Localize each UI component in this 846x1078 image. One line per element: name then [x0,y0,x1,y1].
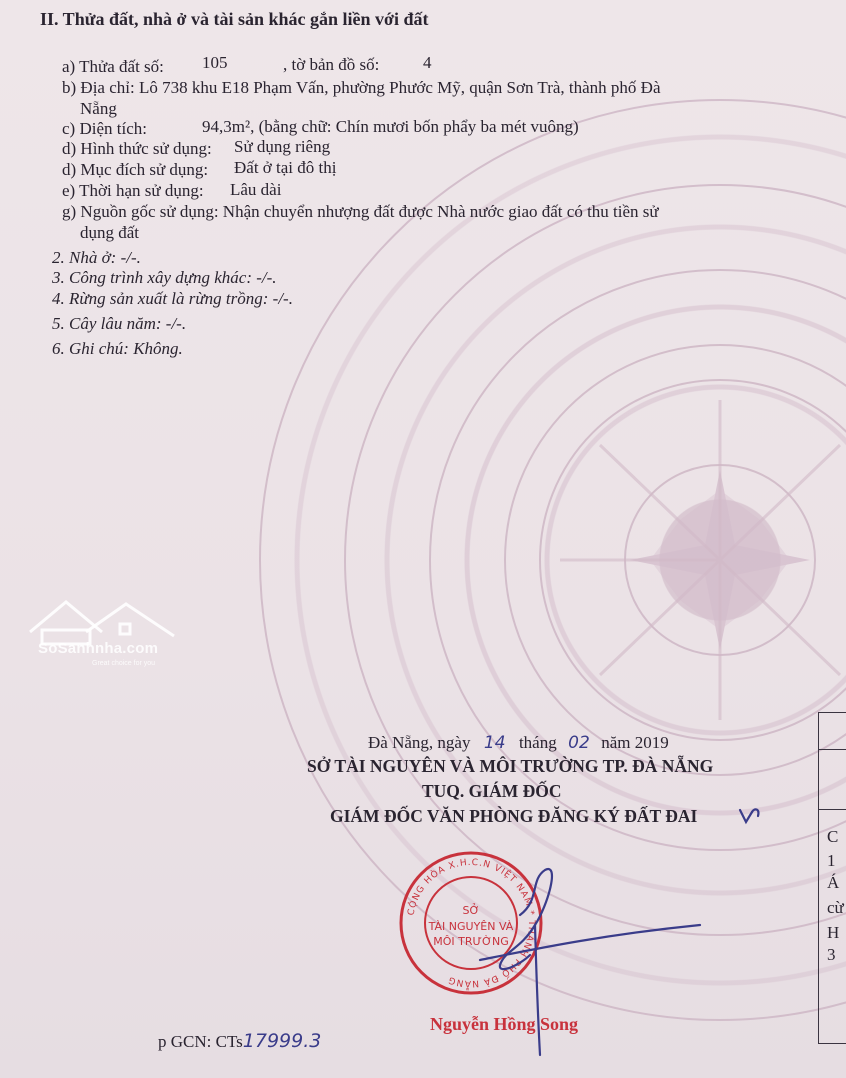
other-construction-item [52,268,277,288]
usage-form-value: Sử dụng riêng [234,137,331,156]
edge-char-6: 3 [827,945,836,964]
edge-char-1: C [827,827,839,846]
watermark-tagline: Great choice for you [92,660,156,667]
address-line-1: b) Địa chỉ: Lô 738 khu E18 Phạm Vấn, phường Phước Mỹ, quận Sơn Trà, thành phố Đà [62,78,661,97]
date-day: 14 [483,733,506,753]
house-label: 2. Nhà ở: [52,248,117,267]
gcn-line [158,1031,321,1052]
seal-line-1: SỞ [462,904,480,917]
section-title: II. Thửa đất, nhà ở và tài sản khác gắn liền với đất [40,9,429,29]
other-construction-label: 3. Công trình xây dựng khác: [52,268,253,287]
parcel-number-value: 105 [202,53,228,72]
usage-term-value: Lâu dài [230,180,282,199]
house-item [52,248,141,268]
parcel-number-label: a) Thửa đất số: [62,57,164,76]
planted-forest-value: -/-. [272,289,293,308]
official-seal [396,848,546,998]
planted-forest-label: 4. Rừng sản xuất là rừng trồng: [52,289,269,308]
perennial-trees-item [52,314,186,334]
map-sheet-value: 4 [423,53,432,72]
date-month: 02 [568,733,590,753]
signer-name: Nguyễn Hồng Song [430,1014,579,1034]
map-sheet-label: , tờ bản đồ số: [283,55,380,74]
adjacent-page-table [818,712,846,1044]
seal-line-3: MÔI TRƯỜNG [433,935,509,948]
perennial-trees-label: 5. Cây lâu năm: [52,314,162,333]
house-value: -/-. [120,248,141,267]
usage-form-label: d) Hình thức sử dụng: [62,139,212,158]
position-title: GIÁM ĐỐC VĂN PHÒNG ĐĂNG KÝ ĐẤT ĐAI [330,806,698,826]
watermark-brand: SoSanhnha.com [38,640,159,657]
seal-ring-text: CỘNG HÒA X.H.C.N VIỆT NAM * THÀNH PHỐ ĐÀ NẴNG [406,857,537,989]
edge-char-2: 1 [827,851,836,870]
edge-char-4: cừ [827,898,844,917]
date-year: năm 2019 [601,733,669,752]
issuing-org: SỞ TÀI NGUYÊN VÀ MÔI TRƯỜNG TP. ĐÀ NẴNG [307,756,714,776]
date-line [368,733,669,753]
gcn-number: 17999.3 [242,1030,322,1052]
origin-line-1: g) Nguồn gốc sử dụng: Nhận chuyển nhượng đất được Nhà nước giao đất có thu tiền sử [62,202,659,221]
date-month-label: tháng [518,733,557,752]
address-line-2: Nẵng [80,99,117,118]
tuq-title: TUQ. GIÁM ĐỐC [422,781,562,801]
edge-char-5: H [827,923,840,942]
usage-term-label: e) Thời hạn sử dụng: [62,181,204,200]
date-prefix: Đà Nẵng, ngày [368,733,471,752]
gcn-label: p GCN: CTs [158,1032,243,1051]
notes-value: Không. [133,339,183,358]
notes-label: 6. Ghi chú: [52,339,129,358]
usage-purpose-value: Đất ở tại đô thị [234,158,337,177]
usage-purpose-label: d) Mục đích sử dụng: [62,160,209,179]
edge-char-3: Á [827,873,840,892]
other-construction-value: -/-. [256,268,277,287]
area-value: 94,3m², (bằng chữ: Chín mươi bốn phẩy ba mét vuông) [202,117,579,136]
origin-line-2: dụng đất [80,223,140,242]
notes-item [52,339,183,359]
seal-line-2: TÀI NGUYÊN VÀ [428,920,514,933]
perennial-trees-value: -/-. [165,314,187,333]
planted-forest-item [52,289,293,309]
area-label: c) Diện tích: [62,119,147,138]
